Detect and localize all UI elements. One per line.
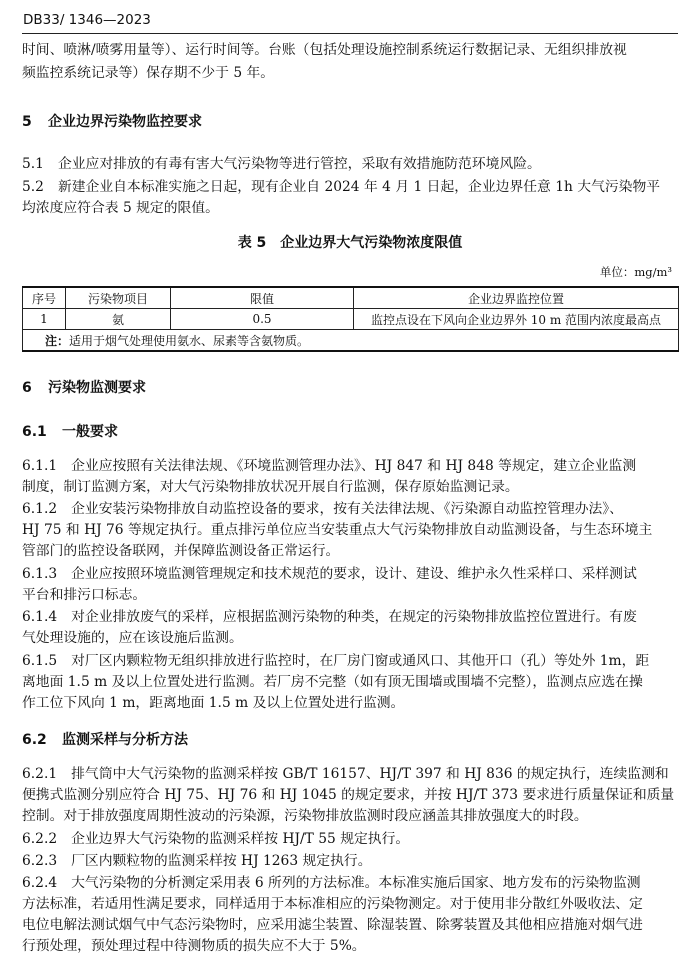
intro-line-2: 频监控系统记录等）保存期不少于 5 年。 <box>22 65 275 81</box>
clause-6-2-1-cont: 便携式监测分别应符合 HJ 75、HJ 76 和 HJ 1045 的规定要求，并按 HJ/T 373 要求进行质量保证和质量 <box>22 787 675 803</box>
clause-6-1-4-cont: 气处理设施的，应在该设施后监测。 <box>22 630 243 646</box>
clause-6-2-4-cont: 方法标准，若适用性满足要求，同样适用于本标准相应的污染物测定。对于使用非分散红外吸收法、定 <box>22 896 643 912</box>
section-6-2-heading <box>22 729 188 749</box>
table-note <box>23 330 679 352</box>
clause-text: 大气污染物的分析测定采用表 6 所列的方法标准。本标准实施后国家、地方发布的污染物监测 <box>71 875 641 891</box>
section-5-heading <box>22 111 202 131</box>
header-cell: 企业边界监控位置 <box>354 287 679 309</box>
table-cell: 1 <box>23 309 66 330</box>
note-text: 适用于烟气处理使用氨水、尿素等含氨物质。 <box>69 333 310 348</box>
table-cell: 0.5 <box>171 309 354 330</box>
clause-number: 6.2.3 <box>22 853 58 869</box>
clause-text: 排气筒中大气污染物的监测采样按 GB/T 16157、HJ/T 397 和 HJ 836 的规定执行，连续监测和 <box>71 766 669 782</box>
section-6-title: 污染物监测要求 <box>48 380 146 396</box>
note-label: 注： <box>45 333 70 348</box>
clause-number: 6.2.4 <box>22 875 58 891</box>
clause-text: 厂区内颗粒物的监测采样按 HJ 1263 规定执行。 <box>71 853 372 869</box>
clause-text: 企业应按照环境监测管理规定和技术规范的要求，设计、建设、维护永久性采样口、采样测试 <box>71 566 637 582</box>
table-5-unit: 单位：mg/m³ <box>599 265 672 279</box>
clause-text: 企业边界大气污染物的监测采样按 HJ/T 55 规定执行。 <box>71 831 410 847</box>
table-5-title: 表 5 企业边界大气污染物浓度限值 <box>237 235 463 251</box>
clause-number: 6.2.2 <box>22 831 58 847</box>
clause-text: 企业应按照有关法律法规、《环境监测管理办法》、HJ 847 和 HJ 848 等规定，建立企业监测 <box>71 458 637 474</box>
clause-6-1-5-cont: 作工位下风向 1 m，距离地面 1.5 m 及以上位置处进行监测。 <box>22 695 405 711</box>
table-cell: 监控点设在下风向企业边界外 10 m 范围内浓度最高点 <box>354 309 679 330</box>
clause-6-1-5 <box>22 651 678 672</box>
header-cell: 污染物项目 <box>66 287 171 309</box>
clause-6-1-3 <box>22 564 678 585</box>
clause-text: 企业应对排放的有毒有害大气污染物等进行管控，采取有效措施防范环境风险。 <box>57 156 541 172</box>
clause-number: 5.2 <box>22 179 44 195</box>
clause-6-2-1 <box>22 764 678 785</box>
clause-number: 6.1.1 <box>22 458 58 474</box>
clause-6-1-2 <box>22 499 678 520</box>
section-6-1-number: 6.1 <box>22 424 47 440</box>
table-row <box>23 309 679 330</box>
clause-5-2 <box>22 177 678 198</box>
section-6-heading <box>22 377 146 397</box>
clause-6-2-2 <box>22 829 678 850</box>
table-cell: 氨 <box>66 309 171 330</box>
table-header-row <box>23 287 679 309</box>
section-6-1-heading <box>22 421 118 441</box>
clause-text: 新建企业自本标准实施之日起，现有企业自 2024 年 4 月 1 日起，企业边界任意 1h 大气污染物平 <box>57 179 661 195</box>
clause-6-1-5-cont: 离地面 1.5 m 及以上位置处进行监测。若厂房不完整（如有顶无围墙或围墙不完整），监测点应选在操 <box>22 674 643 690</box>
section-6-2-title: 监测采样与分析方法 <box>62 732 188 748</box>
clause-6-2-4-cont: 行预处理，预处理过程中待测物质的损失应不大于 5%。 <box>22 938 366 954</box>
clause-number: 6.1.2 <box>22 501 58 517</box>
clause-number: 5.1 <box>22 156 44 172</box>
section-6-2-number: 6.2 <box>22 732 47 748</box>
clause-6-2-1-cont: 控制。对于排放强度周期性波动的污染源，污染物排放监测时段应涵盖其排放强度大的时段。 <box>22 808 588 824</box>
clause-6-1-2-cont: 管部门的监控设备联网，并保障监测设备正常运行。 <box>22 543 340 559</box>
clause-number: 6.2.1 <box>22 766 58 782</box>
clause-number: 6.1.5 <box>22 653 58 669</box>
section-6-number: 6 <box>22 380 32 396</box>
header-cell: 限值 <box>171 287 354 309</box>
clause-5-2-cont: 均浓度应符合表 5 规定的限值。 <box>22 200 219 216</box>
document-code: DB33/ 1346—2023 <box>23 12 151 28</box>
clause-6-1-2-cont: HJ 75 和 HJ 76 等规定执行。重点排污单位应当安装重点大气污染物排放自动监测设备，与生态环境主 <box>22 522 653 538</box>
intro-line-1: 时间、喷淋/喷雾用量等）、运行时间等。台账（包括处理设施控制系统运行数据记录、无组织排放视 <box>22 42 627 58</box>
table-5 <box>22 286 679 352</box>
clause-6-2-4 <box>22 873 678 894</box>
section-5-number: 5 <box>22 114 32 130</box>
header-rule <box>22 33 678 34</box>
clause-6-1-1-cont: 制度，制订监测方案，对大气污染物排放状况开展自行监测，保存原始监测记录。 <box>22 479 519 495</box>
clause-number: 6.1.4 <box>22 609 58 625</box>
clause-text: 对企业排放废气的采样，应根据监测污染物的种类，在规定的污染物排放监控位置进行。有废 <box>71 609 637 625</box>
clause-6-1-4 <box>22 607 678 628</box>
clause-6-1-3-cont: 平台和排污口标志。 <box>22 587 147 603</box>
section-6-1-title: 一般要求 <box>62 424 118 440</box>
header-cell: 序号 <box>23 287 66 309</box>
clause-5-1 <box>22 154 678 175</box>
clause-6-1-1 <box>22 456 678 477</box>
clause-text: 企业安装污染物排放自动监控设备的要求，按有关法律法规、《污染源自动监控管理办法》、 <box>71 501 623 517</box>
section-5-title: 企业边界污染物监控要求 <box>48 114 202 130</box>
clause-number: 6.1.3 <box>22 566 58 582</box>
clause-6-2-3 <box>22 851 678 872</box>
clause-text: 对厂区内颗粒物无组织排放进行监控时，在厂房门窗或通风口、其他开口（孔）等处外 1m，距 <box>71 653 650 669</box>
table-note-row <box>23 330 679 352</box>
clause-6-2-4-cont: 电位电解法测试烟气中气态污染物时，应采用滤尘装置、除湿装置、除雾装置及其他相应措施对烟气进 <box>22 917 643 933</box>
